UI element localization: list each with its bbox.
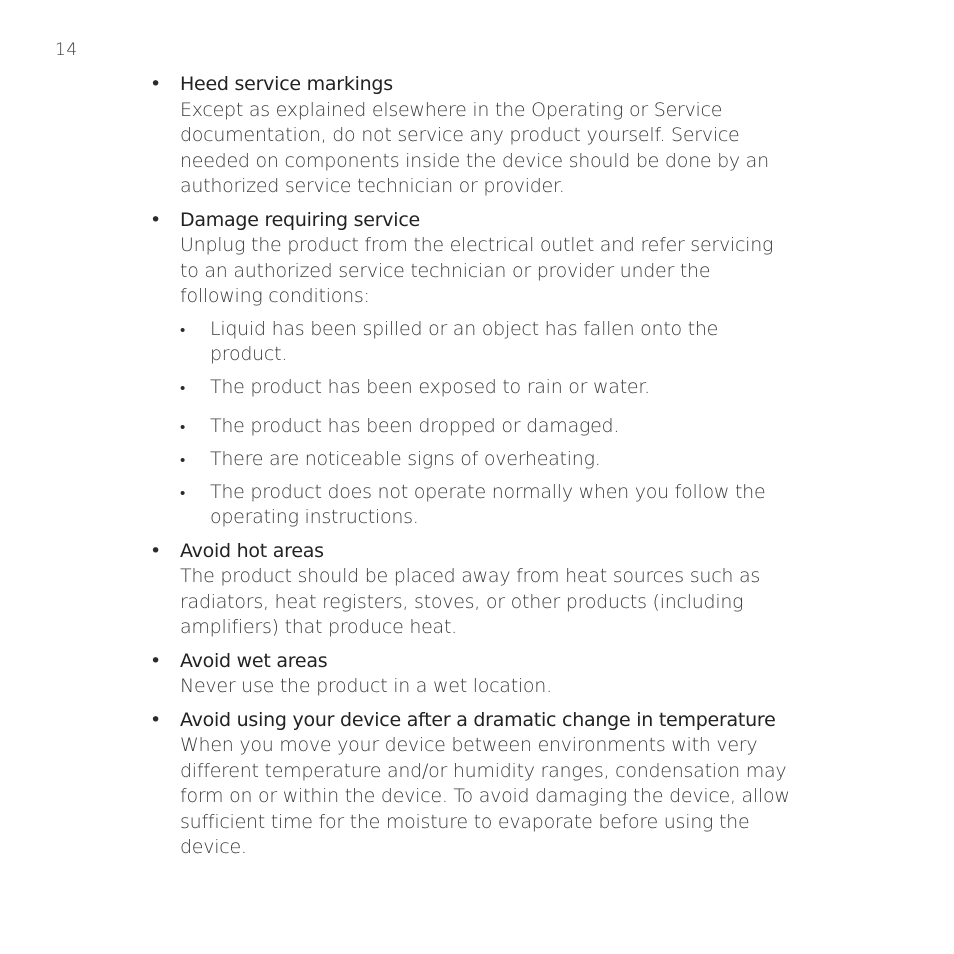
bullet: • <box>150 73 162 95</box>
text-line: There are noticeable signs of overheating. <box>210 447 601 470</box>
section-heading: Avoid using your device after a dramatic change in temperature <box>180 708 776 731</box>
section-avoid-wet-areas <box>150 649 870 700</box>
section-text <box>180 233 870 310</box>
bullet: • <box>180 379 186 397</box>
text-line: Never use the product in a wet location. <box>180 675 552 697</box>
bullet: • <box>150 708 162 731</box>
section-heed-service-markings <box>150 72 870 200</box>
section-avoid-hot-areas <box>150 539 870 641</box>
text-line: Unplug the product from the electrical outlet and refer servicing <box>180 234 774 256</box>
text-line: The product should be placed away from heat sources such as <box>180 565 761 587</box>
condition-list <box>180 317 870 531</box>
text-line: radiators, heat registers, stoves, or other products (including <box>180 590 744 613</box>
list-item <box>180 447 870 473</box>
text-line: needed on components inside the device should be done by an <box>180 149 769 172</box>
bullet: • <box>180 320 186 339</box>
list-item <box>180 317 870 368</box>
text-line: product. <box>210 343 288 365</box>
text-line: Except as explained elsewhere in the Operating or Service <box>180 98 723 121</box>
text-line: amplifiers) that produce heat. <box>180 616 457 638</box>
section-text <box>180 564 870 641</box>
text-line: different temperature and/or humidity ranges, condensation may <box>180 759 787 782</box>
document-body <box>150 72 870 869</box>
text-line: following conditions: <box>180 285 370 307</box>
text-line: documentation, do not service any product yourself. Service <box>180 124 740 146</box>
section-temperature-change <box>150 708 870 861</box>
text-line: The product has been dropped or damaged. <box>210 414 620 437</box>
section-heading: Avoid hot areas <box>180 539 324 562</box>
bullet: • <box>180 450 186 469</box>
list-item <box>180 375 870 401</box>
text-line: When you move your device between environments with very <box>180 734 758 756</box>
text-line: authorized service technician or provider. <box>180 175 565 197</box>
list-item <box>180 480 870 531</box>
section-heading: Heed service markings <box>180 73 393 95</box>
text-line: sufficient time for the moisture to evaporate before using the <box>180 810 750 833</box>
section-text <box>180 98 870 200</box>
text-line: The product does not operate normally when you follow the <box>210 480 766 503</box>
bullet: • <box>180 417 186 436</box>
text-line: device. <box>180 836 247 858</box>
text-line: The product has been exposed to rain or water. <box>210 376 650 398</box>
section-heading: Damage requiring service <box>180 208 420 231</box>
bullet: • <box>150 539 162 562</box>
text-line: form on or within the device. To avoid damaging the device, allow <box>180 785 790 807</box>
bullet: • <box>150 208 162 231</box>
bullet: • <box>180 483 186 502</box>
section-heading: Avoid wet areas <box>180 649 328 672</box>
section-text <box>180 733 870 861</box>
text-line: operating instructions. <box>210 506 419 528</box>
page-number: 14 <box>55 40 78 60</box>
bullet: • <box>150 649 162 672</box>
text-line: to an authorized service technician or provider under the <box>180 259 711 282</box>
list-item <box>180 414 870 440</box>
section-damage-requiring-service <box>150 208 870 531</box>
text-line: Liquid has been spilled or an object has fallen onto the <box>210 317 719 340</box>
section-text <box>180 674 870 700</box>
